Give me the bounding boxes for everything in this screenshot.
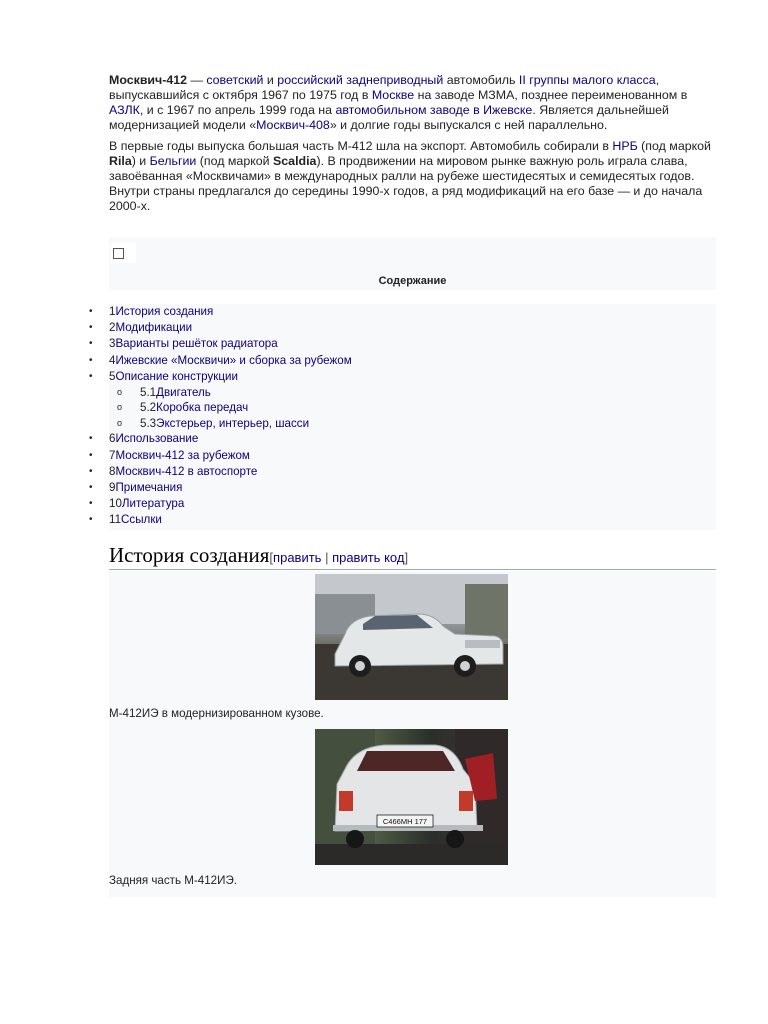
text-span: , выпускавшийся с октября 1967 по 1975 год в <box>109 73 660 102</box>
toc-item-number: 2 <box>109 321 116 335</box>
toc-item-link[interactable]: Литература <box>121 497 185 511</box>
license-plate-text: С466МН 177 <box>382 817 428 826</box>
link-moskvich-408[interactable]: Москвич-408 <box>256 118 330 132</box>
brand-rila: Rila <box>109 154 132 168</box>
toc-item-number: 3 <box>109 337 116 351</box>
bracket: ] <box>404 550 409 565</box>
toc-item-link[interactable]: Модификации <box>115 321 193 335</box>
text-span: ). В продвижении на мировом рынке важную роль играла слава, завоёванная «Москвичами» в международных ралли на рубеже шестидесятых и семидесятых годов. Внутри страны предлагался до середины 1990-х годов, а ряд модификаций на его базе — и до начала 2000-х. <box>109 154 703 213</box>
circle-bullet-icon: o <box>117 386 123 397</box>
toc-item-link[interactable]: Варианты решёток радиатора <box>115 337 278 351</box>
toc-item[interactable] <box>86 369 716 385</box>
toc-list <box>86 304 716 529</box>
text-span: ) и <box>131 154 150 168</box>
checkbox-icon <box>113 248 124 259</box>
toc-title: Содержание <box>378 275 447 287</box>
circle-bullet-icon: o <box>117 402 123 413</box>
link-russian[interactable]: российский <box>277 73 343 87</box>
toc-item-number: 10 <box>109 497 122 511</box>
toc-item-link[interactable]: Примечания <box>115 481 183 494</box>
figure-caption-1: М-412ИЭ в модернизированном кузове. <box>109 707 324 720</box>
section-title: История создания <box>109 543 270 567</box>
bracket: [ <box>269 550 274 565</box>
text-span: . Является дальнейшей модернизацией модели « <box>109 103 669 132</box>
toc-item-number: 6 <box>109 432 116 446</box>
car-front-illustration <box>315 574 508 700</box>
car-photo-rear[interactable] <box>315 729 508 865</box>
toc-item-number: 4 <box>109 353 116 367</box>
link-rear-wheel-drive[interactable]: заднеприводный <box>346 73 444 87</box>
toc-item[interactable] <box>86 464 716 480</box>
link-soviet[interactable]: советский <box>206 73 264 87</box>
edit-links <box>269 550 408 565</box>
toc-item[interactable] <box>86 336 716 352</box>
toc-item[interactable] <box>86 496 716 512</box>
toc-item[interactable] <box>86 448 716 464</box>
toc-item[interactable] <box>86 400 716 416</box>
toc-item[interactable] <box>86 304 716 320</box>
toc-item[interactable] <box>86 480 716 496</box>
link-nrb[interactable]: НРБ <box>612 139 638 153</box>
edit-code-link[interactable]: править код <box>332 550 405 565</box>
toc-item-number: 5 <box>109 369 116 383</box>
text-span: (под маркой <box>196 154 274 168</box>
link-azlk[interactable]: АЗЛК <box>109 103 140 117</box>
toc-toggle-checkbox[interactable] <box>111 243 136 263</box>
bullet-icon: • <box>89 498 93 510</box>
intro-paragraph-2 <box>109 139 716 214</box>
link-izhevsk-plant[interactable]: автомобильном заводе в Ижевске <box>335 103 533 117</box>
toc-item-number: 5.2 <box>140 401 157 415</box>
toc-item-link[interactable]: Москвич-412 за рубежом <box>115 448 250 462</box>
bullet-icon: • <box>89 482 93 493</box>
text-span: В первые годы выпуска большая часть М-412 шла на экспорт. Автомобиль собирали в <box>109 139 613 153</box>
toc-item-link[interactable]: Коробка передач <box>156 401 249 415</box>
link-moscow[interactable]: Москве <box>371 88 415 102</box>
text-span: автомобиль <box>443 73 519 87</box>
edit-link[interactable]: править <box>273 550 322 565</box>
toc-item-link[interactable]: Описание конструкции <box>115 369 238 383</box>
toc-item-link[interactable]: Ижевские «Москвичи» и сборка за рубежом <box>115 353 352 367</box>
circle-bullet-icon: o <box>117 417 123 428</box>
article-title-bold: Москвич-412 <box>109 73 188 87</box>
intro-paragraph-1 <box>109 73 716 133</box>
toc-item-link[interactable]: История создания <box>115 305 214 318</box>
link-small-class[interactable]: II группы малого класса <box>518 73 656 87</box>
car-rear-illustration <box>315 729 508 865</box>
separator: | <box>321 550 333 565</box>
toc-item-number: 7 <box>109 448 116 462</box>
bullet-icon: • <box>89 465 93 477</box>
bullet-icon: • <box>89 306 93 317</box>
toc-item-number: 5.3 <box>140 416 157 430</box>
toc-item-number: 11 <box>109 513 122 527</box>
toc-item-number: 9 <box>109 481 116 494</box>
toc-item[interactable] <box>86 416 716 432</box>
toc-item[interactable] <box>86 353 716 369</box>
text-span: на заводе МЗМА, позднее переименованном в <box>414 88 688 102</box>
toc-item-number: 8 <box>109 464 116 478</box>
toc-item-link[interactable]: Двигатель <box>156 385 211 399</box>
bullet-icon: • <box>89 354 93 366</box>
toc-item[interactable] <box>86 320 716 336</box>
toc-item-link[interactable]: Москвич-412 в автоспорте <box>115 464 258 478</box>
bullet-icon: • <box>89 433 93 445</box>
toc-item[interactable] <box>86 431 716 447</box>
bullet-icon: • <box>89 514 93 526</box>
text-span: » и долгие годы выпускался с ней параллельно. <box>329 118 608 132</box>
text-span: , и с 1967 по апрель 1999 года на <box>139 103 336 117</box>
toc-item-number: 5.1 <box>140 385 157 399</box>
toc-item[interactable] <box>86 385 716 401</box>
link-belgium[interactable]: Бельгии <box>149 154 197 168</box>
bullet-icon: • <box>89 449 93 461</box>
toc-item-link[interactable]: Ссылки <box>121 513 162 527</box>
toc-item[interactable] <box>86 512 716 528</box>
toc-item-number: 1 <box>109 305 116 318</box>
bullet-icon: • <box>89 322 93 334</box>
text-span: и <box>263 73 278 87</box>
text-span: (под маркой <box>637 139 711 153</box>
bullet-icon: • <box>89 370 93 382</box>
figure-caption-2: Задняя часть М-412ИЭ. <box>109 874 238 887</box>
toc-item-link[interactable]: Использование <box>115 432 199 446</box>
brand-scaldia: Scaldia <box>273 154 317 168</box>
section-heading <box>109 543 716 570</box>
text-span: — <box>187 73 207 87</box>
toc-header <box>109 237 716 290</box>
toc-item-link[interactable]: Экстерьер, интерьер, шасси <box>156 416 310 430</box>
car-photo-front[interactable] <box>315 574 508 700</box>
article-body <box>109 73 716 214</box>
bullet-icon: • <box>89 338 93 350</box>
